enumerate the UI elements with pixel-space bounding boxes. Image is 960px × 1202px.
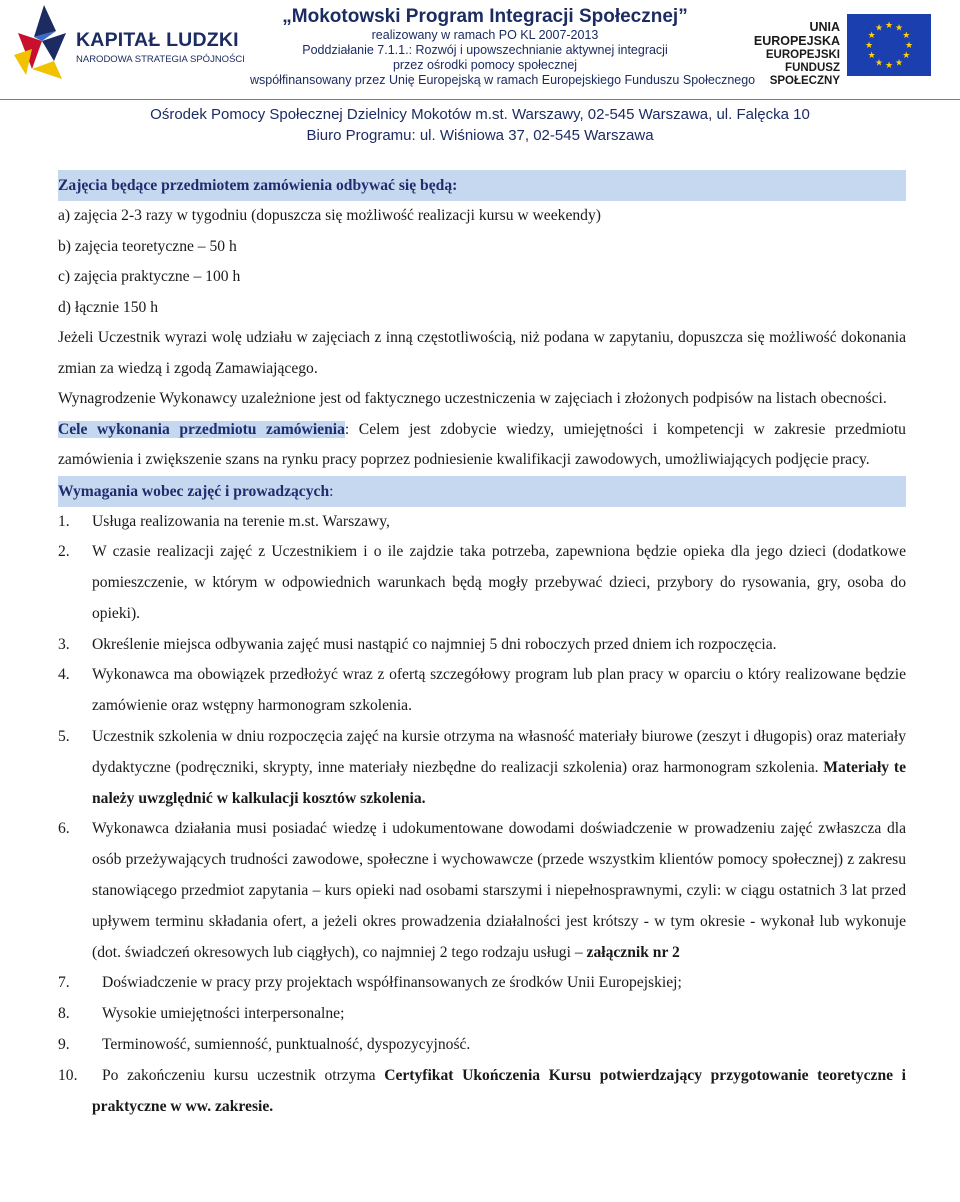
item-bold-text: Materiały te należy uwzględnić w kalkulacji kosztów szkolenia. xyxy=(92,758,906,807)
address-line-2: Biuro Programu: ul. Wiśniowa 37, 02-545 Warszawa xyxy=(306,127,654,144)
eu-star-icon: ★ xyxy=(902,30,911,40)
kapital-ludzki-logo xyxy=(12,3,245,83)
list-item xyxy=(58,968,906,999)
kapital-ludzki-emblem-icon xyxy=(12,3,68,81)
item-number: 3. xyxy=(58,635,70,653)
list-item xyxy=(58,1030,906,1061)
paragraph-wynagrodzenie: Wynagrodzenie Wykonawcy uzależnione jest od faktycznego uczestniczenia w zajęciach i złożonych podpisów na listach obecności. xyxy=(58,390,887,407)
eu-star-icon: ★ xyxy=(874,22,884,33)
document-body xyxy=(58,170,906,1122)
program-line-1: realizowany w ramach PO KL 2007-2013 xyxy=(371,28,599,43)
eu-star-icon: ★ xyxy=(884,60,894,70)
list-item: b) zajęcia teoretyczne – 50 h xyxy=(58,237,237,255)
wymagania-colon: : xyxy=(329,482,334,500)
section-heading-wymagania xyxy=(58,476,906,507)
eu-star-icon: ★ xyxy=(874,57,884,68)
eu-label-line-1: UNIA EUROPEJSKA xyxy=(753,20,840,49)
wymagania-heading: Wymagania wobec zajęć i prowadzących xyxy=(58,482,330,500)
eu-star-icon: ★ xyxy=(904,40,914,50)
program-line-4: współfinansowany przez Unię Europejską w ramach Europejskiego Funduszu Społecznego xyxy=(250,72,756,87)
item-number: 4. xyxy=(58,666,70,684)
eu-fund-label xyxy=(728,20,840,88)
item-bold-text: Certyfikat Ukończenia Kursu potwierdzający przygotowanie teoretyczne i praktyczne w ww. zakresie. xyxy=(92,1066,906,1115)
item-text: Wykonawca ma obowiązek przedłożyć wraz z ofertą szczegółowy program lub plan pracy w oparciu o który realizowane będzie zamówienie oraz wstępny harmonogram szkolenia. xyxy=(92,666,906,715)
address-line-1: Ośrodek Pomocy Społecznej Dzielnicy Mokotów m.st. Warszawy, 02-545 Warszawa, ul. Falęcka 10 xyxy=(150,106,810,123)
item-number: 5. xyxy=(58,728,70,746)
list-item xyxy=(58,507,906,538)
item-text: Określenie miejsca odbywania zajęć musi nastąpić co najmniej 5 dni roboczych przed dniem ich rozpoczęcia. xyxy=(92,635,777,653)
header-divider xyxy=(0,99,960,100)
list-item: c) zajęcia praktyczne – 100 h xyxy=(58,268,241,285)
item-text: W czasie realizacji zajęć z Uczestnikiem i o ile zajdzie taka potrzeba, zapewniona będzie opieka dla jego dzieci (dodatkowe pomieszczenie, w którym w odpowiednich warunkach będą mogły przebywać dzieci, przybory do rysowania, gry, osoba do opieki). xyxy=(92,543,906,622)
item-text: Po zakończeniu kursu uczestnik otrzyma xyxy=(102,1066,385,1084)
eu-star-icon: ★ xyxy=(884,20,894,30)
eu-star-icon: ★ xyxy=(867,30,876,40)
list-item xyxy=(58,722,906,814)
item-number: 2. xyxy=(58,543,70,561)
item-text: Terminowość, sumienność, punktualność, dyspozycyjność. xyxy=(102,1036,471,1054)
item-bold-text: załącznik nr 2 xyxy=(586,943,680,961)
list-item xyxy=(58,660,906,722)
item-number: 9. xyxy=(58,1036,70,1054)
item-text: Uczestnik szkolenia w dniu rozpoczęcia zajęć na kursie otrzyma na własność materiały biurowe (zeszyt i długopis) oraz materiały dydaktyczne (podręczniki, skrypty, inne materiały niezbędne do realizacji szkolenia) oraz harmonogram szkolenia. xyxy=(92,728,906,776)
paragraph-cele xyxy=(58,415,906,476)
cele-colon: : xyxy=(344,420,350,438)
list-item xyxy=(58,814,906,968)
item-number: 7. xyxy=(58,974,70,992)
section-heading-zajecia: Zajęcia będące przedmiotem zamówienia odbywać się będą: xyxy=(58,170,906,201)
list-item xyxy=(58,537,906,629)
item-number: 6. xyxy=(58,820,70,838)
eu-label-line-3: FUNDUSZ SPOŁECZNY xyxy=(769,61,840,88)
item-number: 1. xyxy=(58,512,70,530)
paragraph-czestotliwosc: Jeżeli Uczestnik wyrazi wolę udziału w zajęciach z inną częstotliwością, niż podana w zapytaniu, dopuszcza się możliwość dokonania zmian za wiedzą i zgodą Zamawiającego. xyxy=(58,329,906,377)
list-item xyxy=(58,630,906,661)
item-text: Doświadczenie w pracy przy projektach współfinansowanych ze środków Unii Europejskiej; xyxy=(102,974,682,992)
list-item: a) zajęcia 2-3 razy w tygodniu (dopuszcza się możliwość realizacji kursu w weekendy) xyxy=(58,207,601,224)
item-text: Wysokie umiejętności interpersonalne; xyxy=(102,1005,345,1023)
program-heading xyxy=(250,6,756,87)
eu-star-icon: ★ xyxy=(894,22,904,33)
item-number: 8. xyxy=(58,1005,70,1023)
kapital-ludzki-title: KAPITAŁ LUDZKI xyxy=(76,29,239,51)
item-text: Wykonawca działania musi posiadać wiedzę i udokumentowane dowodami doświadczenie w prowadzeniu zajęć zwłaszcza dla osób przeżywających trudności zawodowe, społeczne i wychowawcze (przede wszystkim klientów pomocy społecznej) z zakresu stanowiącego przedmiot zapytania – kurs opieki nad osobami starszymi i niepełnosprawnymi, czyli: w ciągu ostatnich 3 lat przed upływem terminu składania ofert, a jeżeli okres prowadzenia działalności jest krótszy - w tym okresie - wykonał lub wykonuje (dot. świadczeń okresowych lub ciągłych), co najmniej 2 tego rodzaju usługi – xyxy=(92,820,906,961)
program-line-3: przez ośrodki pomocy społecznej xyxy=(392,57,578,72)
program-line-2: Poddziałanie 7.1.1.: Rozwój i upowszechnianie aktywnej integracji xyxy=(302,43,668,58)
eu-star-icon: ★ xyxy=(864,40,874,50)
kapital-ludzki-subtitle: NARODOWA STRATEGIA SPÓJNOŚCI xyxy=(76,54,245,65)
requirements-list xyxy=(58,507,906,1123)
list-item: d) łącznie 150 h xyxy=(58,298,159,316)
list-item xyxy=(58,999,906,1030)
item-text: Usługa realizowania na terenie m.st. Warszawy, xyxy=(92,512,390,530)
list-item xyxy=(58,1061,906,1123)
eu-flag-icon xyxy=(847,14,931,76)
eu-star-icon: ★ xyxy=(867,50,876,60)
program-title: „Mokotowski Program Integracji Społecznej” xyxy=(282,6,688,27)
cele-text: Celem jest zdobycie wiedzy, umiejętności i kompetencji w zakresie przedmiotu zamówienia i zwiększenie szans na rynku pracy poprzez podniesienie kwalifikacji zawodowych, umożliwiających podjęcie pracy. xyxy=(58,420,906,468)
cele-label: Cele wykonania przedmiotu zamówienia xyxy=(58,420,345,438)
eu-label-line-2: EUROPEJSKI xyxy=(765,48,840,61)
document-header xyxy=(0,0,960,150)
item-number: 10. xyxy=(58,1066,78,1084)
eu-star-icon: ★ xyxy=(894,57,904,68)
eu-star-icon: ★ xyxy=(902,50,911,60)
